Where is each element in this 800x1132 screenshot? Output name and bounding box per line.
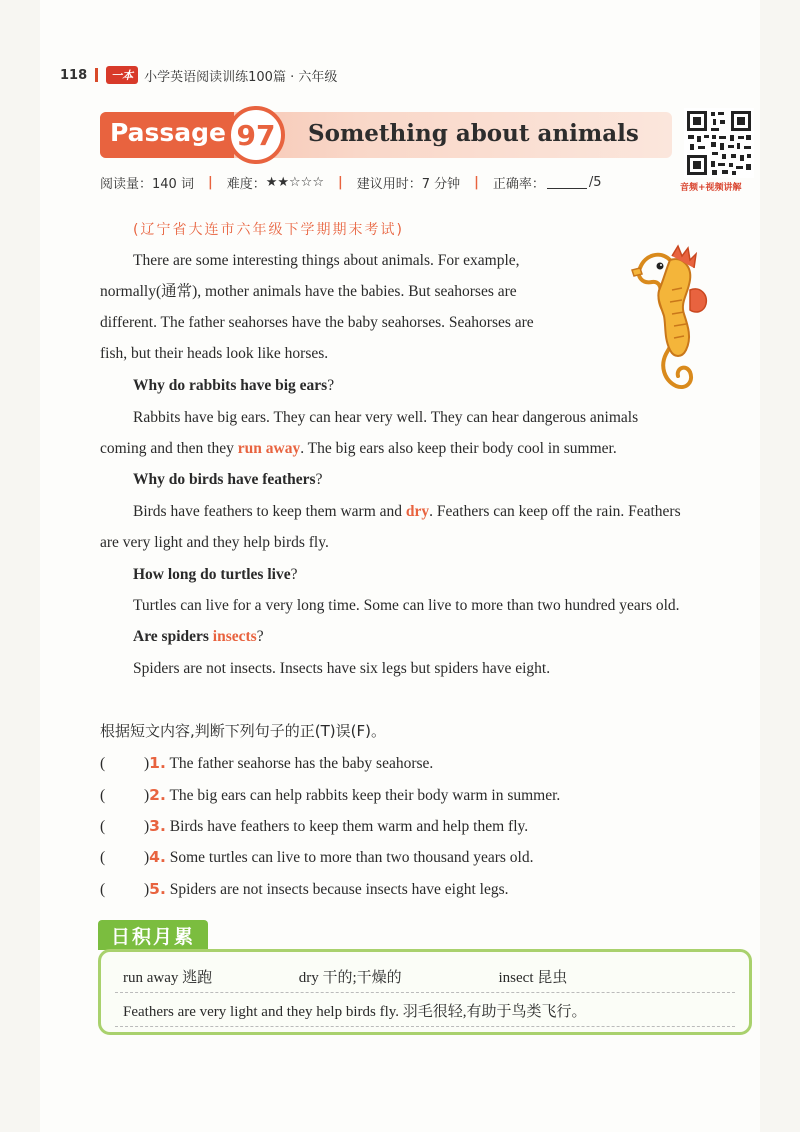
divider	[115, 992, 735, 993]
tf-question-3	[100, 817, 528, 836]
passage-line: Spiders are not insects. Insects have six legs but spiders have eight.	[133, 660, 551, 677]
paren-close: )	[144, 849, 150, 866]
tf-question-1	[100, 754, 433, 773]
accuracy-label: 正确率：	[492, 177, 545, 192]
answer-blank[interactable]: (	[100, 787, 106, 804]
qr-code-icon[interactable]	[684, 108, 754, 178]
accuracy-blank[interactable]	[547, 176, 587, 189]
passage-number: 97	[236, 118, 276, 152]
divider	[115, 1026, 735, 1027]
difficulty-label: 难度：	[226, 177, 266, 192]
question-number: 5.	[149, 880, 166, 898]
accuracy-total: /5	[588, 175, 602, 190]
header-separator	[95, 68, 98, 82]
passage-line: normally(通常), mother animals have the babies. But seahorses are	[100, 283, 517, 300]
text-segment: Birds have feathers to keep them warm and	[133, 503, 406, 520]
question-mark: ?	[315, 471, 323, 488]
info-separator: |	[338, 175, 343, 190]
question-text: The big ears can help rabbits keep their body warm in summer.	[165, 787, 561, 804]
qr-label: 音频+视频讲解	[680, 183, 742, 193]
answer-blank[interactable]: (	[100, 818, 106, 835]
answer-blank[interactable]: (	[100, 881, 106, 898]
question-number: 1.	[149, 754, 166, 772]
question-mark: ?	[290, 566, 298, 583]
passage-line	[133, 496, 681, 527]
paren-close: )	[144, 755, 150, 772]
passage-label: Passage	[110, 118, 227, 147]
heading-text: How long do turtles live	[133, 566, 291, 583]
tf-question-5	[100, 880, 508, 899]
question-heading-rabbits	[133, 370, 334, 401]
page-header	[60, 62, 337, 88]
question-mark: ?	[327, 377, 335, 394]
book-title: 小学英语阅读训练100篇 · 六年级	[144, 69, 338, 85]
heading-text: Why do rabbits have big ears	[133, 377, 328, 394]
question-text: Spiders are not insects because insects have eight legs.	[165, 881, 509, 898]
passage-line: different. The father seahorses have the baby seahorses. Seahorses are	[100, 314, 534, 331]
reading-info	[100, 173, 602, 192]
brand-logo: 一本	[106, 66, 138, 84]
paren-close: )	[144, 818, 150, 835]
passage-line: are very light and they help birds fly.	[100, 534, 329, 551]
source-note: (辽宁省大连市六年级下学期期末考试)	[133, 222, 404, 238]
info-separator: |	[207, 175, 213, 190]
vocab-words	[123, 966, 567, 987]
question-heading-spiders	[133, 621, 264, 652]
vocab-sentence: Feathers are very light and they help birds fly. 羽毛很轻,有助于鸟类飞行。	[123, 1004, 587, 1020]
passage-number-badge	[227, 106, 285, 164]
question-number: 4.	[149, 848, 166, 866]
heading-text: Are spiders	[133, 628, 213, 645]
suggested-time: 建议用时：7 分钟	[356, 177, 461, 192]
question-heading-birds	[133, 464, 322, 495]
question-mark: ?	[256, 628, 264, 645]
text-segment: . The big ears also keep their body cool in summer.	[300, 440, 617, 457]
question-text: Birds have feathers to keep them warm and help them fly.	[165, 818, 529, 835]
exercise-instruction: 根据短文内容,判断下列句子的正(T)误(F)。	[100, 722, 386, 740]
vocab-box	[98, 949, 752, 1035]
seahorse-illustration	[630, 240, 720, 400]
question-number: 2.	[149, 786, 166, 804]
vocab-tag: 日积月累	[98, 920, 208, 950]
info-separator: |	[474, 175, 479, 190]
passage-title: Something about animals	[308, 120, 639, 147]
highlight-dry: dry	[405, 503, 430, 520]
answer-blank[interactable]: (	[100, 755, 106, 772]
answer-blank[interactable]: (	[100, 849, 106, 866]
highlight-run-away: run away	[237, 440, 301, 457]
passage-line: Rabbits have big ears. They can hear very well. They can hear dangerous animals	[133, 409, 639, 426]
text-segment: . Feathers can keep off the rain. Feathers	[429, 503, 681, 520]
word-count: 阅读量：140 词	[100, 177, 194, 192]
vocab-word-dry: dry 干的;干燥的	[298, 970, 402, 986]
vocab-word-insect: insect 昆虫	[498, 970, 568, 986]
question-number: 3.	[149, 817, 166, 835]
passage-line: There are some interesting things about animals. For example,	[133, 252, 520, 269]
passage-line: fish, but their heads look like horses.	[100, 345, 329, 362]
difficulty-stars-icon: ★★☆☆☆	[265, 175, 324, 190]
question-text: The father seahorse has the baby seahorse.	[165, 755, 434, 772]
question-text: Some turtles can live to more than two thousand years old.	[165, 849, 534, 866]
tf-question-2	[100, 786, 560, 805]
text-segment: coming and then they	[100, 440, 238, 457]
tf-question-4	[100, 848, 533, 867]
heading-text: Why do birds have feathers	[133, 471, 316, 488]
passage-line: Turtles can live for a very long time. Some can live to more than two hundred years old.	[133, 597, 680, 614]
passage-banner	[100, 112, 672, 158]
highlight-insects: insects	[212, 628, 257, 645]
vocab-word-run-away: run away 逃跑	[123, 970, 213, 986]
page-number: 118	[60, 67, 88, 83]
paren-close: )	[144, 881, 150, 898]
question-heading-turtles	[133, 559, 297, 590]
passage-line	[100, 433, 617, 464]
paren-close: )	[144, 787, 150, 804]
